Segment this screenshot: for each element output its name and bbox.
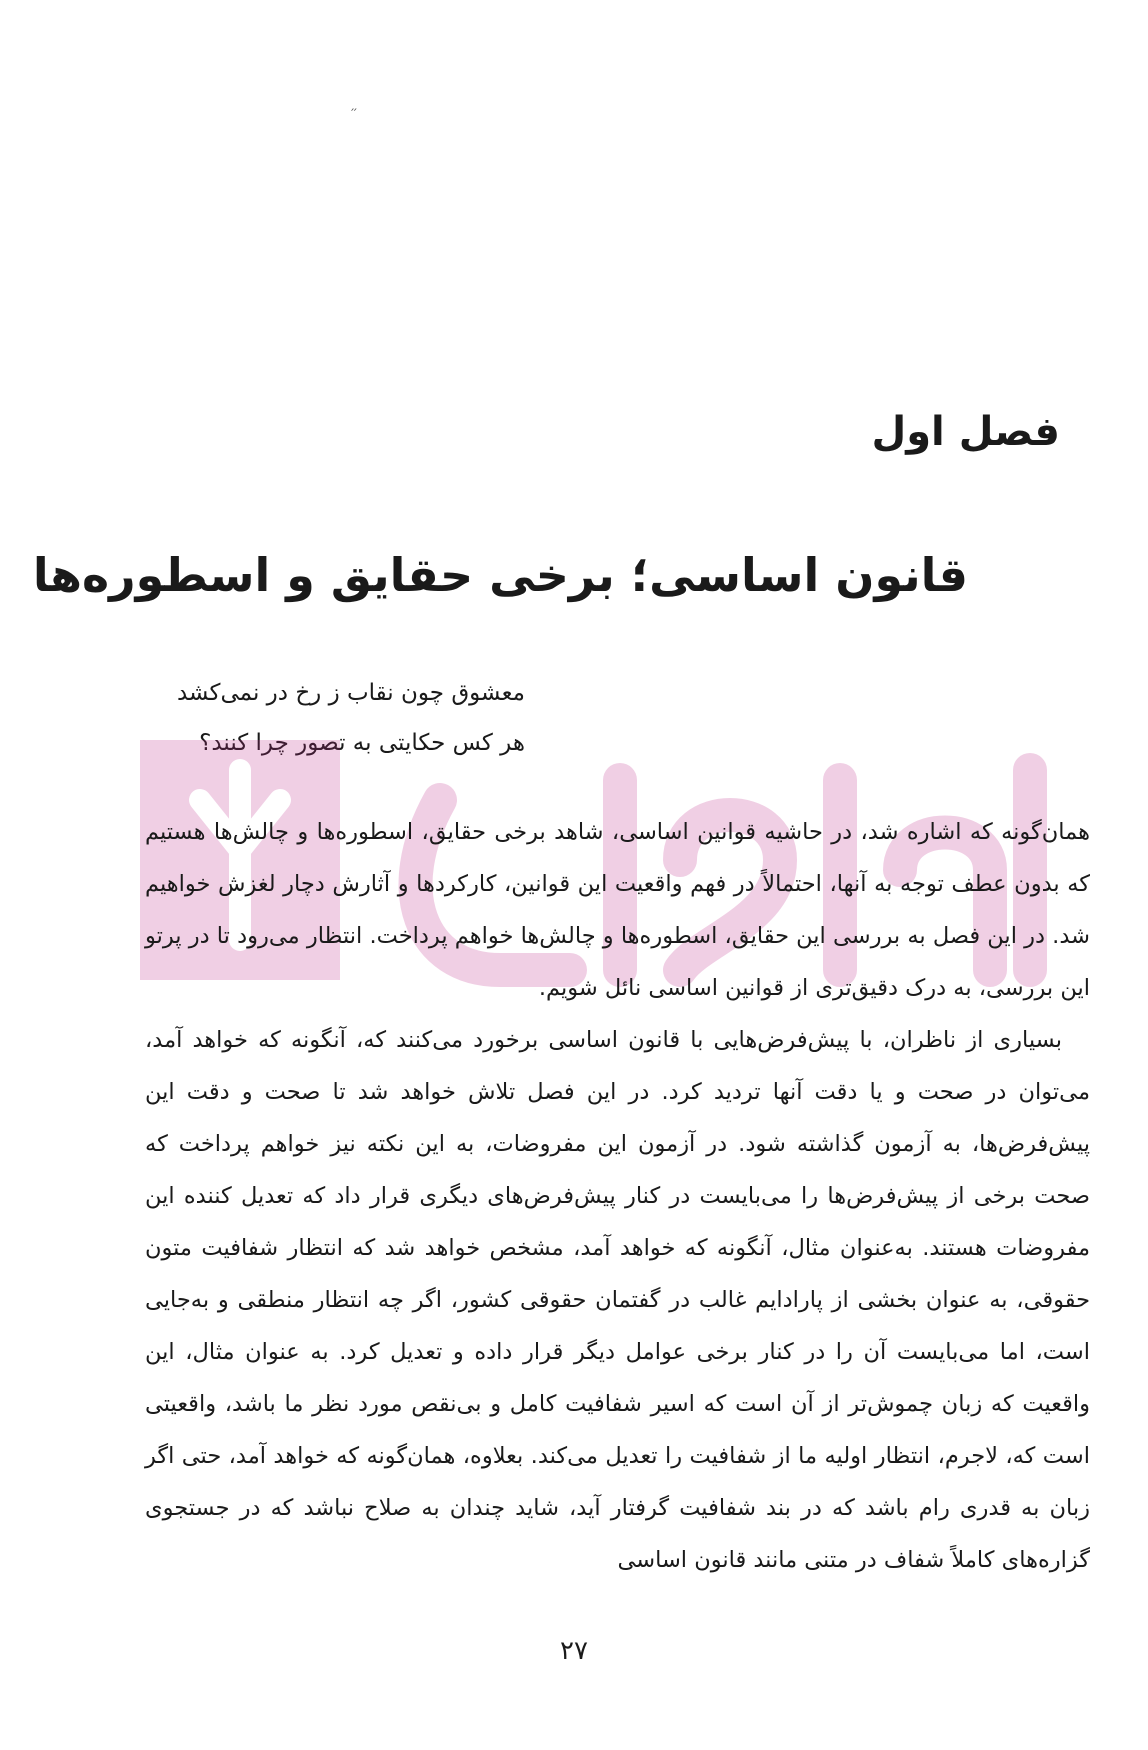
poem-line: هر کس حکایتی به تصور چرا کنند؟ [199, 730, 525, 756]
scan-speck: ״ [350, 104, 358, 118]
chapter-label: فصل اول [871, 409, 1060, 455]
paragraph: همان‌گونه که اشاره شد، در حاشیه قوانین اساسی، شاهد برخی حقایق، اسطوره‌ها و چالش‌ها هستیم که بدون عطف توجه به آنها، احتمالاً در فهم واقعیت این قوانین، کارکردها و آثارش دچار لغزش خواهیم شد. در این فصل به بررسی این حقایق، اسطوره‌ها و چالش‌ها خواهم پرداخت. انتظار می‌رود تا در پرتو این بررسی، به درک دقیق‌تری از قوانین اساسی نائل شویم. [145, 819, 1090, 1001]
body-text [145, 806, 1090, 1586]
paragraph: بسیاری از ناظران، با پیش‌فرض‌هایی با قانون اساسی برخورد می‌کنند که، آنگونه که خواهد آمد، می‌توان در صحت و یا دقت آنها تردید کرد. در این فصل تلاش خواهد شد تا صحت و دقت این پیش‌فرض‌ها، به آزمون گذاشته شود. در آزمون این مفروضات، به این نکته نیز خواهم پرداخت که صحت برخی از پیش‌فرض‌ها را می‌بایست در کنار پیش‌فرض‌های دیگری قرار داد که تعدیل کننده این مفروضات هستند. به‌عنوان مثال، آنگونه که خواهد آمد، مشخص خواهد شد که انتظار شفافیت متون حقوقی، به عنوان بخشی از پارادایم غالب در گفتمان حقوقی کشور، اگر چه انتظار منطقی و به‌جایی است، اما می‌بایست آن را در کنار برخی عوامل دیگر قرار داده و تعدیل کرد. به عنوان مثال، این واقعیت که زبان چموش‌تر از آن است که اسیر شفافیت کامل و بی‌نقص مورد نظر ما باشد، واقعیتی است که، لاجرم، انتظار اولیه ما از شفافیت را تعدیل می‌کند. بعلاوه، همان‌گونه که خواهد آمد، حتی اگر زبان به قدری رام باشد که در بند شفافیت گرفتار آید، شاید چندان به صلاح نباشد که در جستجوی گزاره‌های کاملاً شفاف در متنی مانند قانون اساسی [145, 1027, 1090, 1573]
epigraph-poem [145, 668, 525, 768]
page-number: ۲۷ [560, 1636, 588, 1666]
chapter-title: قانون اساسی؛ برخی حقایق و اسطوره‌ها [32, 548, 968, 602]
poem-line: معشوق چون نقاب ز رخ در نمی‌کشد [176, 680, 525, 706]
